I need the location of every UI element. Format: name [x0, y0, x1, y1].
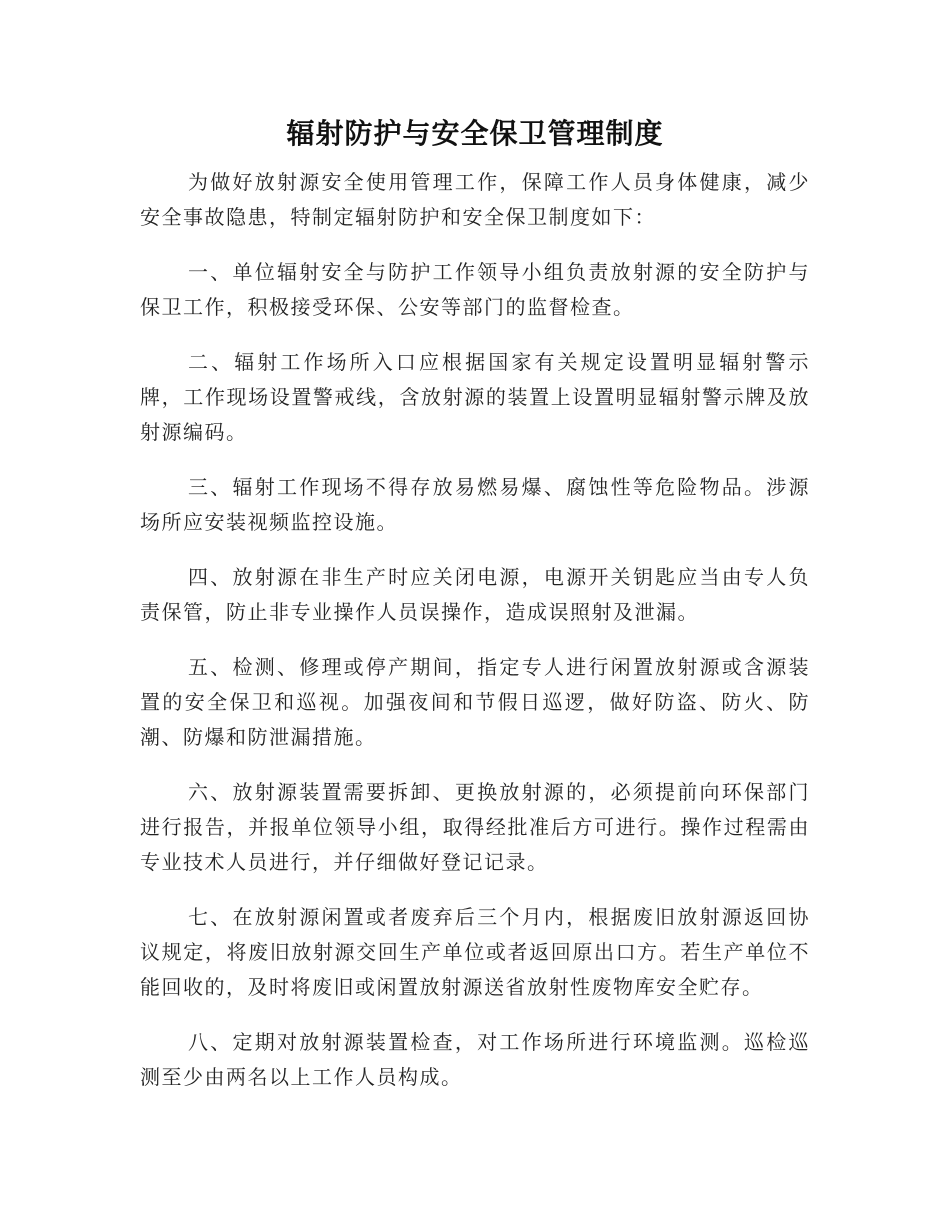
- document-title: 辐射防护与安全保卫管理制度: [286, 117, 664, 150]
- clause-6: 六、放射源装置需要拆卸、更换放射源的，必须提前向环保部门进行报告，并报单位领导小组，取得经批准后方可进行。操作过程需由专业技术人员进行，并仔细做好登记记录。: [140, 780, 810, 874]
- clause-5: 五、检测、修理或停产期间，指定专人进行闲置放射源或含源装置的安全保卫和巡视。加强夜间和节假日巡逻，做好防盗、防火、防潮、防爆和防泄漏措施。: [140, 655, 810, 749]
- clause-2: 二、辐射工作场所入口应根据国家有关规定设置明显辐射警示牌，工作现场设置警戒线，含放射源的装置上设置明显辐射警示牌及放射源编码。: [140, 350, 810, 444]
- clause-3: 三、辐射工作现场不得存放易燃易爆、腐蚀性等危险物品。涉源场所应安装视频监控设施。: [140, 475, 810, 534]
- clause-7: 七、在放射源闲置或者废弃后三个月内，根据废旧放射源返回协议规定，将废旧放射源交回生产单位或者返回原出口方。若生产单位不能回收的，及时将废旧或闲置放射源送省放射性废物库安全贮存。: [140, 905, 810, 999]
- clause-8: 八、定期对放射源装置检查，对工作场所进行环境监测。巡检巡测至少由两名以上工作人员构成。: [140, 1030, 810, 1089]
- clause-1: 一、单位辐射安全与防护工作领导小组负责放射源的安全防护与保卫工作，积极接受环保、公安等部门的监督检查。: [140, 260, 810, 319]
- document-body: [140, 165, 810, 1095]
- intro-paragraph: 为做好放射源安全使用管理工作，保障工作人员身体健康，减少安全事故隐患，特制定辐射防护和安全保卫制度如下：: [140, 170, 810, 229]
- clause-4: 四、放射源在非生产时应关闭电源，电源开关钥匙应当由专人负责保管，防止非专业操作人员误操作，造成误照射及泄漏。: [140, 565, 810, 624]
